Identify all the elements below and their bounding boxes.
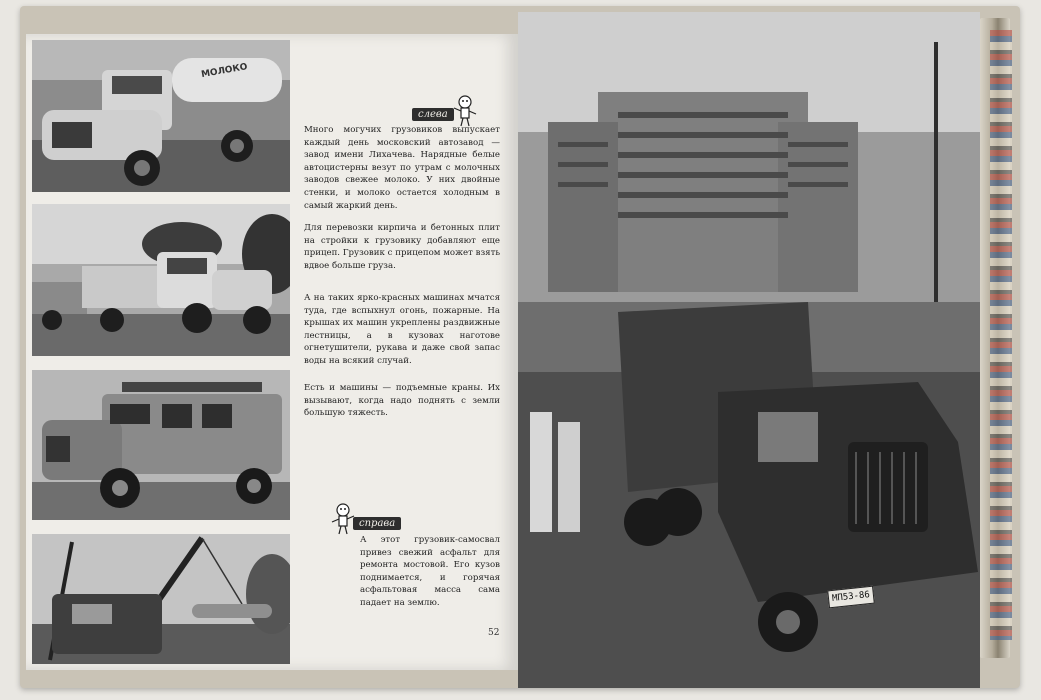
- paragraph-crane: Есть и машины — подъемные краны. Их вызывают, когда надо поднять с земли большую тяжесть.: [304, 383, 500, 419]
- cover-pattern: [990, 30, 1012, 640]
- page-number: 52: [488, 628, 500, 638]
- photo-truck-with-trailer: [32, 204, 290, 356]
- mascot-icon: [452, 94, 478, 128]
- photo-crane-truck: [32, 534, 290, 664]
- label-left: слева: [412, 108, 454, 121]
- paragraph-trailer: Для перевозки кирпича и бетонных плит на стройки к грузовику добавляют еще прицеп. Грузовик с прицепом может взять вдвое больше груза.: [304, 223, 500, 271]
- right-page-photo: [518, 12, 980, 688]
- photo-fire-truck: [32, 370, 290, 520]
- paragraph-dump-truck: А этот грузовик-самосвал привез свежий асфальт для ремонта мостовой. Его кузов поднимается, и горячая асфальтовая масса сама падает на землю.: [360, 535, 500, 608]
- mascot-icon: [330, 502, 356, 536]
- label-right: справа: [353, 517, 401, 530]
- photo-milk-tanker: [32, 40, 290, 192]
- paragraph-fire-truck: А на таких ярко-красных машинах мчатся туда, где вспыхнул огонь, пожарные. На крышах их машин укреплены раздвижные лестницы, а в кузовах наготове огнетушители, рукава и даже свой запас воды на всякий случай.: [304, 293, 500, 366]
- paragraph-milk-tanker: Много могучих грузовиков выпускает каждый день московский автозавод — завод имени Лихачева. Нарядные белые автоцистерны везут по утрам с молочных заводов свежее молоко. У них двойные стенки, и молоко остается холодным в самый жаркий день.: [304, 125, 500, 211]
- license-plate: МП53-86: [827, 586, 875, 609]
- milk-tank-sign: МОЛОКО: [200, 62, 249, 81]
